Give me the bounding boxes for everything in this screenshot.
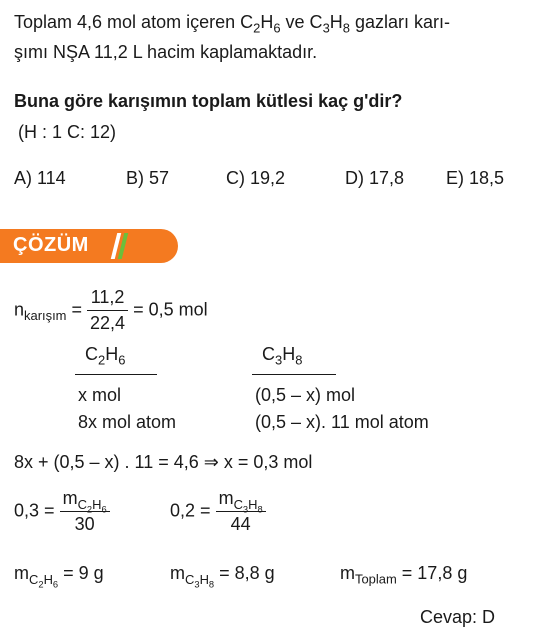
solution-badge [0, 229, 178, 263]
answer-label: Cevap: D [420, 607, 496, 627]
option-d[interactable]: D) 17,8 [345, 168, 405, 188]
col1-rule [75, 374, 157, 375]
col2-row1: (0,5 – x) mol [255, 385, 356, 405]
col1-row1: x mol [78, 385, 122, 405]
atom-equation: 8x + (0,5 – x) . 11 = 4,6 ⇒ x = 0,3 mol [14, 452, 313, 472]
mass-equation-2: 0,2 = $\frac{m_{C_3H_8}}{44}$ [170, 488, 266, 535]
col1-row2: 8x mol atom [78, 412, 177, 432]
mass-result-c2h6: $m_{C_2H_6} = 9$ g [14, 563, 104, 589]
mass-fraction-2: $\frac{m_{C_3H_8}}{44}$ [216, 488, 266, 535]
solution-badge-label: ÇÖZÜM [13, 234, 89, 256]
col2-rule [252, 374, 336, 375]
question-prompt: Buna göre karışımın toplam kütlesi kaç g'dir? [14, 91, 403, 111]
moles-equation: $n_{karışım}$ = $\frac{11,2}{22,4}$ = 0,5 mol [14, 287, 208, 333]
question-line-2: şımı NŞA 11,2 L hacim kaplamaktadır. [14, 42, 318, 62]
mass-fraction-1: $\frac{m_{C_2H_6}}{30}$ [60, 488, 110, 535]
atomic-masses: (H : 1 C: 12) [18, 122, 117, 142]
mass-equation-1: 0,3 = $\frac{m_{C_2H_6}}{30}$ [14, 488, 110, 535]
option-e[interactable]: E) 18,5 [446, 168, 505, 188]
option-c[interactable]: C) 19,2 [226, 168, 286, 188]
mass-result-total: $m_{Toplam} = 17,8$ g [340, 563, 468, 587]
col2-row2: (0,5 – x). 11 mol atom [255, 412, 429, 432]
option-b[interactable]: B) 57 [126, 168, 170, 188]
mass-result-c3h8: $m_{C_3H_8} = 8,8$ g [170, 563, 275, 589]
moles-fraction: $\frac{11,2}{22,4}$ [87, 287, 128, 334]
question-line-1: Toplam 4,6 mol atom içeren $C_2H_6$ ve $C_3H_8$ gazları karı- [14, 12, 451, 36]
col1-head: $C_2H_6$ [85, 344, 126, 368]
option-a[interactable]: A) 114 [14, 168, 66, 188]
col2-head: $C_3H_8$ [262, 344, 303, 368]
